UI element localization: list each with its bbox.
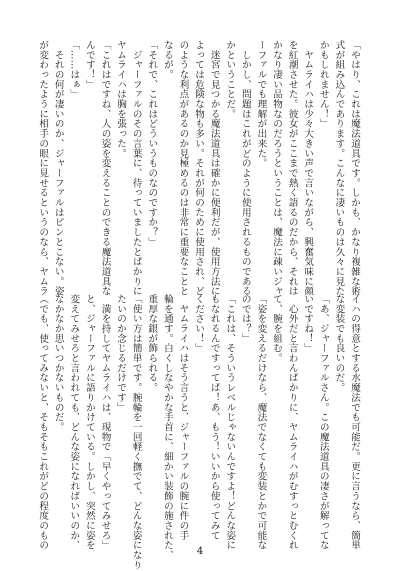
text-line: もなれるんですってば！あ、もう！いいから使ってみて [208,294,220,541]
text-line: 満を持してヤムライハは、現物で「早くやってみせろ」 [99,294,111,551]
top-text-block [35,40,362,297]
text-line: 迷宮で見つかる魔法道具は確かに便利だが、使用方法に [208,40,220,297]
text-line: 重厚な銀が飾られる。 [146,294,158,393]
text-line: 「それで、これはどういうものなのですか？」 [146,40,158,247]
text-line: （でも、使ってみないと、そもそもこれがどの程度のもの [37,294,49,551]
text-line: たいのか念じるだけです」 [115,294,127,413]
text-line: しかし、問題はこれがどのように使用されるものである [239,40,251,297]
text-line: んです！」 [83,40,95,90]
text-line: 輪を通す。白くしなやかな手首に、細かい装飾の施された、 [161,294,173,560]
text-line: を紅潮させた。彼女がここまで熱く語るのだから、それは [286,40,298,297]
text-line: 「あ、ジャーファルさん。この魔法道具の凄さが解ってな [317,294,329,551]
text-line: かもしれません！」 [317,40,329,129]
bottom-text-block [35,294,362,570]
text-line: 「これはですね、人の姿を変えることのできる魔法道具な [99,40,111,297]
text-line: 「姿を変えるだけなら、魔法でなくても変装とかで可能な [255,294,267,551]
text-line: のような利点があるのか見極めるのは非常に重要なことと [177,40,189,297]
text-line: ヤムライハはそう言うと、ジャーファルの腕に件の手 [177,294,189,541]
text-line: ください！」 [193,294,205,354]
page-number: 4 [196,546,204,557]
text-line: かなり凄い品物なのだろうということは、魔法に疎いジャ [271,40,283,297]
text-line: ジャーファルのその言葉に、待っていましたとばかりに [130,40,142,297]
text-line: て、腕を組む。 [271,294,283,363]
text-line: が変わったように相手の眼に見せるというのなら、ヤムラ [37,40,49,297]
text-line: かということだ。 [224,40,236,119]
text-line: 「使い方は簡単です。腕輪を一回軽く撫でて、どんな姿になり [130,294,142,570]
text-line: なかなか思いつかないものだ。 [52,294,64,432]
text-line: 式が組み込んであります。こんなに凄いものは久々に見た [333,40,345,297]
text-line: な変装でも良いのだ。 [333,294,345,393]
text-line: 変えてみせろと言われても、どんな姿になればいいのか、 [68,294,80,551]
text-line: のでは？」 [239,294,251,344]
text-line: 「これは、そういうレベルじゃないんですよ！どんな姿に [224,294,236,551]
text-line: 心外だと言わんばかりに、ヤムライハがむすっとむくれ [286,294,298,551]
text-line: 「……はぁ」 [68,40,80,100]
text-line: よっては危険な物も多い。それが何のために使用され、ど [193,40,205,297]
text-line: それの何が凄いのか、ジャーファルはピンとこない。姿 [52,40,64,297]
text-line: ヤムライハは少々大きい声で言いながら、興奮気味に顔 [302,40,314,297]
text-line: ヤムライハは胸を張った。 [115,40,127,159]
text-line: いですね！」 [302,294,314,354]
text-line: と、ジャーファルに語りかけている。しかし、突然に姿を [83,294,95,551]
text-line: 「やはり、これは魔法道具です。しかも、かなり複雑な術 [349,40,360,297]
text-line: イハの得意とする水魔法でも可能だ。更に言うなら、簡単 [349,294,360,551]
text-line: なるが。 [161,40,173,80]
text-line: ーファルでも理解が出来た。 [255,40,267,169]
